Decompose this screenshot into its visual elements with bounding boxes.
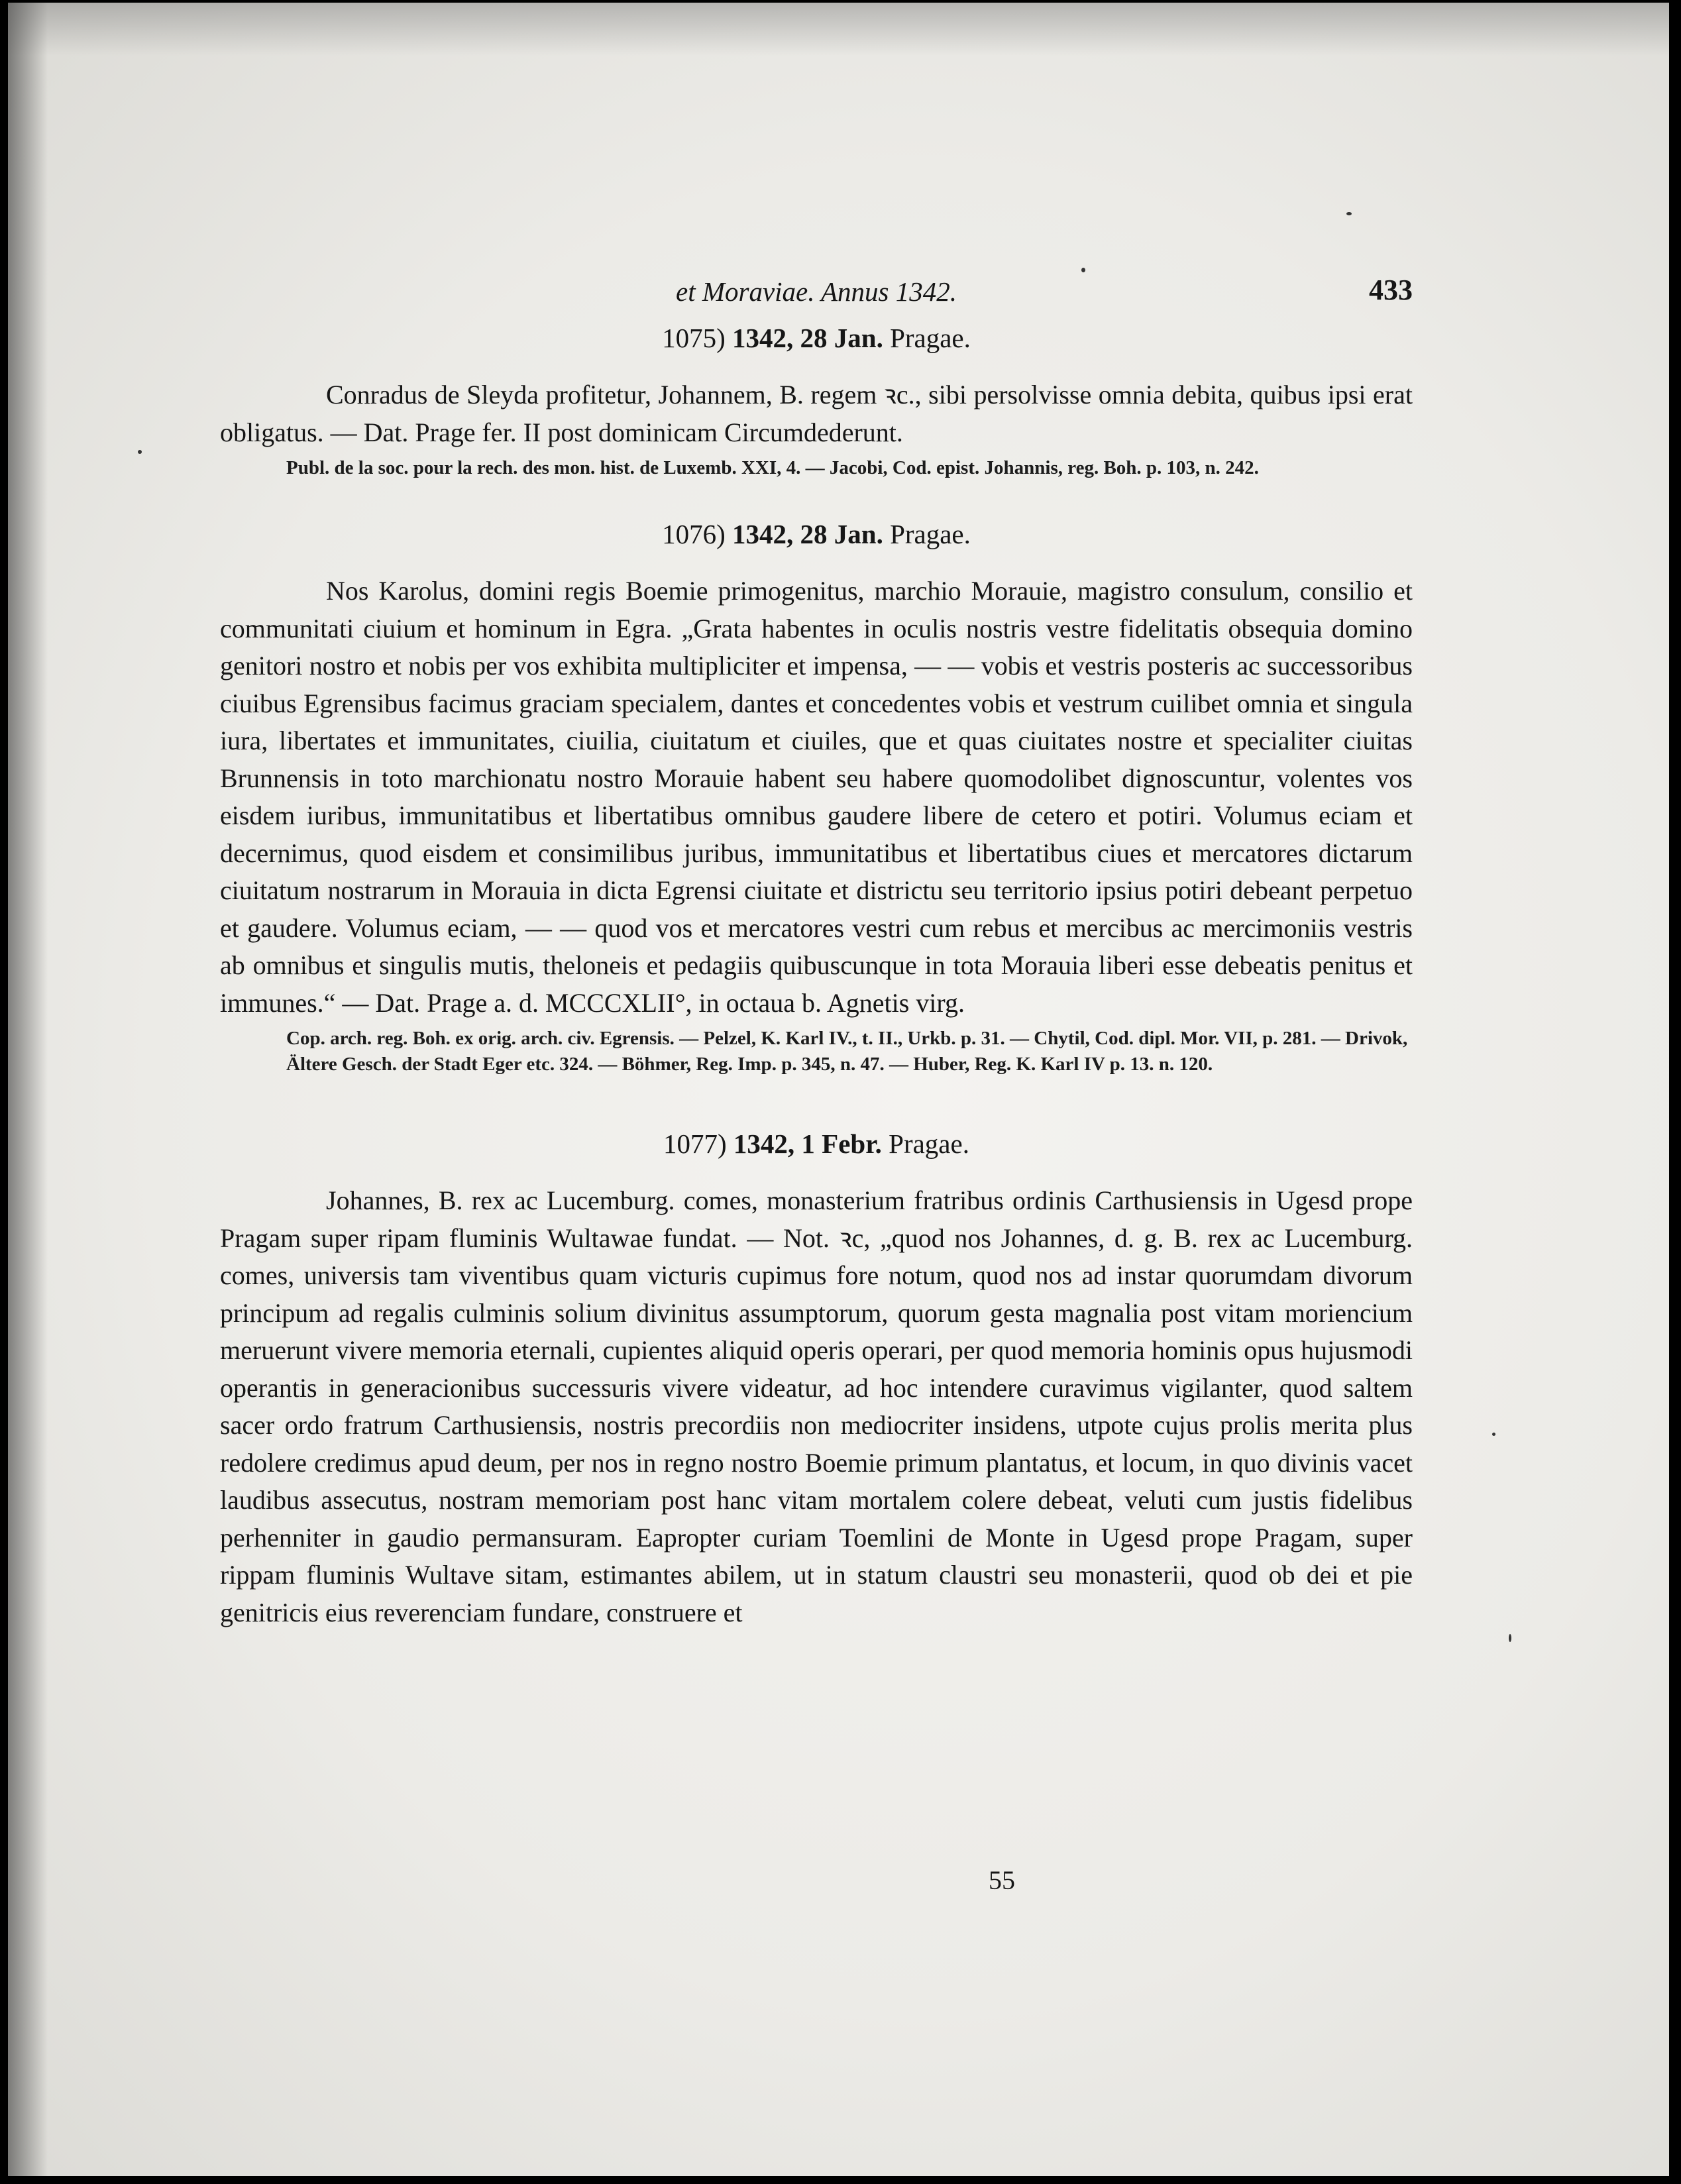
- entry-text: Conradus de Sleyda profitetur, Johannem, B. regem ꝛc., sibi persolvisse omnia debita, quibus ipsi erat obligatus. — Dat. Prage fer. II post dominicam Circumdederunt.: [220, 380, 1413, 447]
- scanned-page: [8, 3, 1669, 2176]
- entry-number: 1075): [662, 323, 726, 353]
- entry-1076: [220, 516, 1413, 1077]
- entry-1077: [220, 1125, 1413, 1631]
- entry-number: 1077): [663, 1128, 727, 1159]
- entry-text: Johannes, B. rex ac Lucemburg. comes, monasterium fratribus ordinis Carthusiensis in Ugesd prope Pragam super ripam fluminis Wultawae fundat. — Not. ꝛc, „quod nos Johannes, d. g. B. rex ac Lucemburg. comes, universis tam viventibus quam victuris cupimus fore notum, quod nos ad instar quorumdam divorum principum ad regalis culminis solium divinitus assumptorum, quorum gesta magnalia post vitam moriencium meruerunt vivere memoria eternali, cupientes aliquid operis operari, per quod memoria hominis opus hujusmodi operantis in generacionibus successuris vivere videatur, ad hoc intendere curavimus vigilanter, quod saltem sacer ordo fratrum Carthusiensis, nostris precordiis non mediocriter insidens, utpote cujus prolis merita plus redolere credimus apud deum, per nos in regno nostro Boemie primum plantatus, et locum, in quo divinis vacet laudibus assecutus, nostram memoriam post hanc vitam mortalem colere debeat, veluti cum justis fidelibus perhenniter in gaudio permansuram. Eapropter curiam Toemlini de Monte in Ugesd prope Pragam, super rippam fluminis Wultave sitam, estimantes abilem, ut in statum claustri seu monasterii, quod ob dei et pie genitricis eius reverenciam fundare, construere et: [220, 1185, 1413, 1627]
- entry-date: 1342, 1 Febr.: [733, 1128, 882, 1159]
- entry-date: 1342, 28 Jan.: [732, 519, 883, 549]
- entry-notes: Cop. arch. reg. Boh. ex orig. arch. civ. Egrensis. — Pelzel, K. Karl IV., t. II., Urkb. p. 31. — Chytil, Cod. dipl. Mor. VII, p. 281. — Drivok, Ältere Gesch. der Stadt Eger etc. 324. — Böhmer, Reg. Imp. p. 345, n. 47. — Huber, Reg. K. Karl IV p. 13. n. 120.: [286, 1028, 1408, 1075]
- entry-date: 1342, 28 Jan.: [732, 323, 883, 353]
- entry-heading: [220, 1125, 1413, 1162]
- scan-speck: [1509, 1634, 1511, 1642]
- page-number: 433: [1369, 274, 1413, 306]
- entry-1075: [220, 319, 1413, 481]
- running-head: [220, 268, 1413, 307]
- entry-place: Pragae.: [889, 1128, 969, 1159]
- entry-place: Pragae.: [890, 519, 971, 549]
- page-content: [220, 268, 1413, 1631]
- entry-place: Pragae.: [890, 323, 971, 353]
- entry-notes: Publ. de la soc. pour la rech. des mon. hist. de Luxemb. XXI, 4. — Jacobi, Cod. epist. Johannis, reg. Boh. p. 103, n. 242.: [286, 457, 1259, 478]
- entry-text: Nos Karolus, domini regis Boemie primogenitus, marchio Morauie, magistro consulum, consilio et communitati ciuium et hominum in Egra. „Grata habentes in oculis nostris vestre fidelitatis obsequia domino genitori nostro et nobis per vos exhibita multipliciter et impensa, — — vobis et vestris posteris ac successoribus ciuibus Egrensibus facimus graciam specialem, dantes et concedentes vobis et vestrum cuilibet omnia et singula iura, libertates et immunitates, ciuilia, ciuitatum et ciuiles, que et quas ciuitates nostre et specialiter ciuitas Brunnensis in toto marchionatu nostro Morauie habent seu habere quomodolibet dignoscuntur, volentes vos eisdem iuribus, immunitatibus et libertatibus omnibus gaudere libere de cetero et potiri. Volumus eciam et decernimus, quod eisdem et consimilibus juribus, immunitatibus et libertatibus ciues et mercatores dictarum ciuitatum nostrarum in Morauia in dicta Egrensi ciuitate et districtu seu territorio ipsius potiri debeant perpetuo et gaudere. Volumus eciam, — — quod vos et mercatores vestri cum rebus et mercibus ac mercimoniis vestris ab omnibus et singulis mutis, theloneis et pedagiis quibuscunque in tota Morauia liberi esse debeatis penitus et immunes.“ — Dat. Prage a. d. MCCCXLII°, in octaua b. Agnetis virg.: [220, 576, 1413, 1018]
- entry-heading: [220, 319, 1413, 356]
- scan-speck: [1346, 212, 1352, 215]
- entry-number: 1076): [662, 519, 726, 549]
- binding-shadow: [8, 3, 48, 2176]
- signature-mark: 55: [989, 1865, 1015, 1895]
- entry-heading: [220, 516, 1413, 553]
- scan-speck: [1492, 1433, 1495, 1436]
- running-title: et Moraviae. Annus 1342.: [676, 276, 957, 307]
- top-shadow: [8, 3, 1669, 56]
- scan-speck: [138, 450, 142, 454]
- scan-speck: [1081, 268, 1085, 272]
